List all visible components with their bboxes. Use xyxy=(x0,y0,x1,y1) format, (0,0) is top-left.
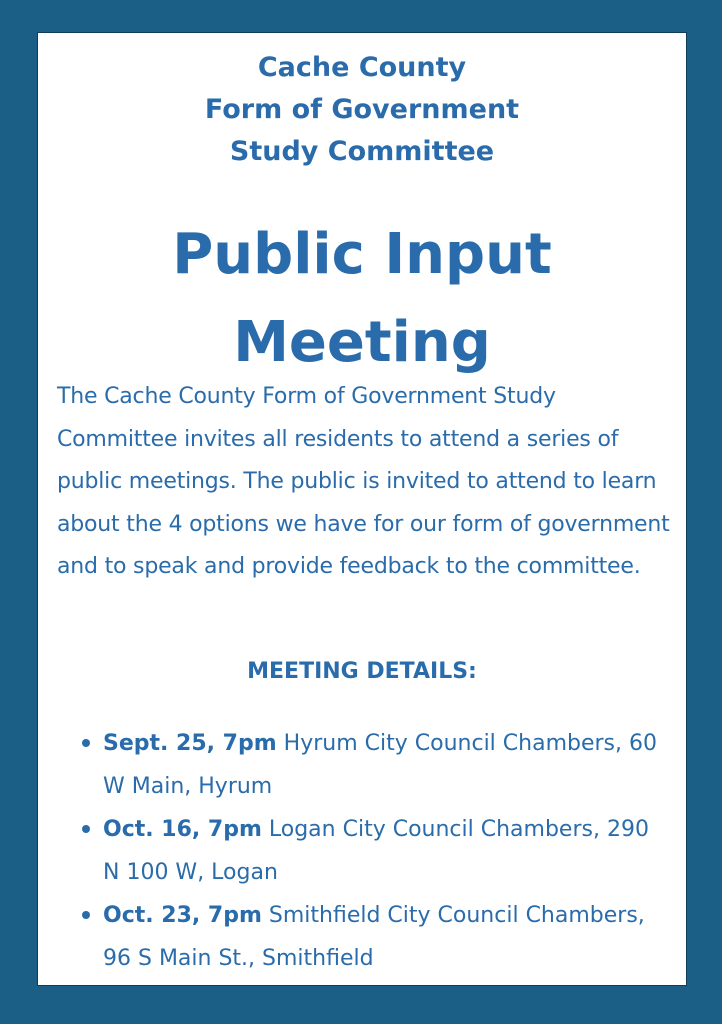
meeting-where: Hyrum City Council Chambers, 60 W Main, Hyrum xyxy=(103,731,657,799)
org-line-2: Form of Government xyxy=(204,94,520,125)
title-line-2: Meeting xyxy=(233,310,491,375)
bullet-icon xyxy=(82,911,90,919)
org-line-3: Study Committee xyxy=(229,136,495,167)
title-line-1: Public Input xyxy=(172,222,552,287)
organization-name xyxy=(38,47,686,173)
flyer-page xyxy=(37,32,687,986)
meeting-when: Oct. 23, 7pm xyxy=(103,903,262,928)
meeting-list xyxy=(82,722,672,980)
intro-paragraph: The Cache County Form of Government Study Committee invites all residents to attend a series of public meetings. The public is invited to attend to learn about the 4 options we have for our form of government and to speak and provide feedback to the committee. xyxy=(57,384,670,579)
bullet-icon xyxy=(82,739,90,747)
org-line-1: Cache County xyxy=(257,52,467,83)
flyer-title xyxy=(38,211,686,387)
meeting-where: Logan City Council Chambers, 290 N 100 W, Logan xyxy=(103,817,649,885)
meeting-when: Oct. 16, 7pm xyxy=(103,817,262,842)
meeting-item xyxy=(82,722,672,808)
bullet-icon xyxy=(82,825,90,833)
meeting-details-heading: MEETING DETAILS: xyxy=(247,659,477,684)
meeting-when: Sept. 25, 7pm xyxy=(103,731,277,756)
meeting-item xyxy=(82,808,672,894)
meeting-item xyxy=(82,894,672,980)
meeting-where: Smithfield City Council Chambers, 96 S Main St., Smithfield xyxy=(103,903,645,971)
